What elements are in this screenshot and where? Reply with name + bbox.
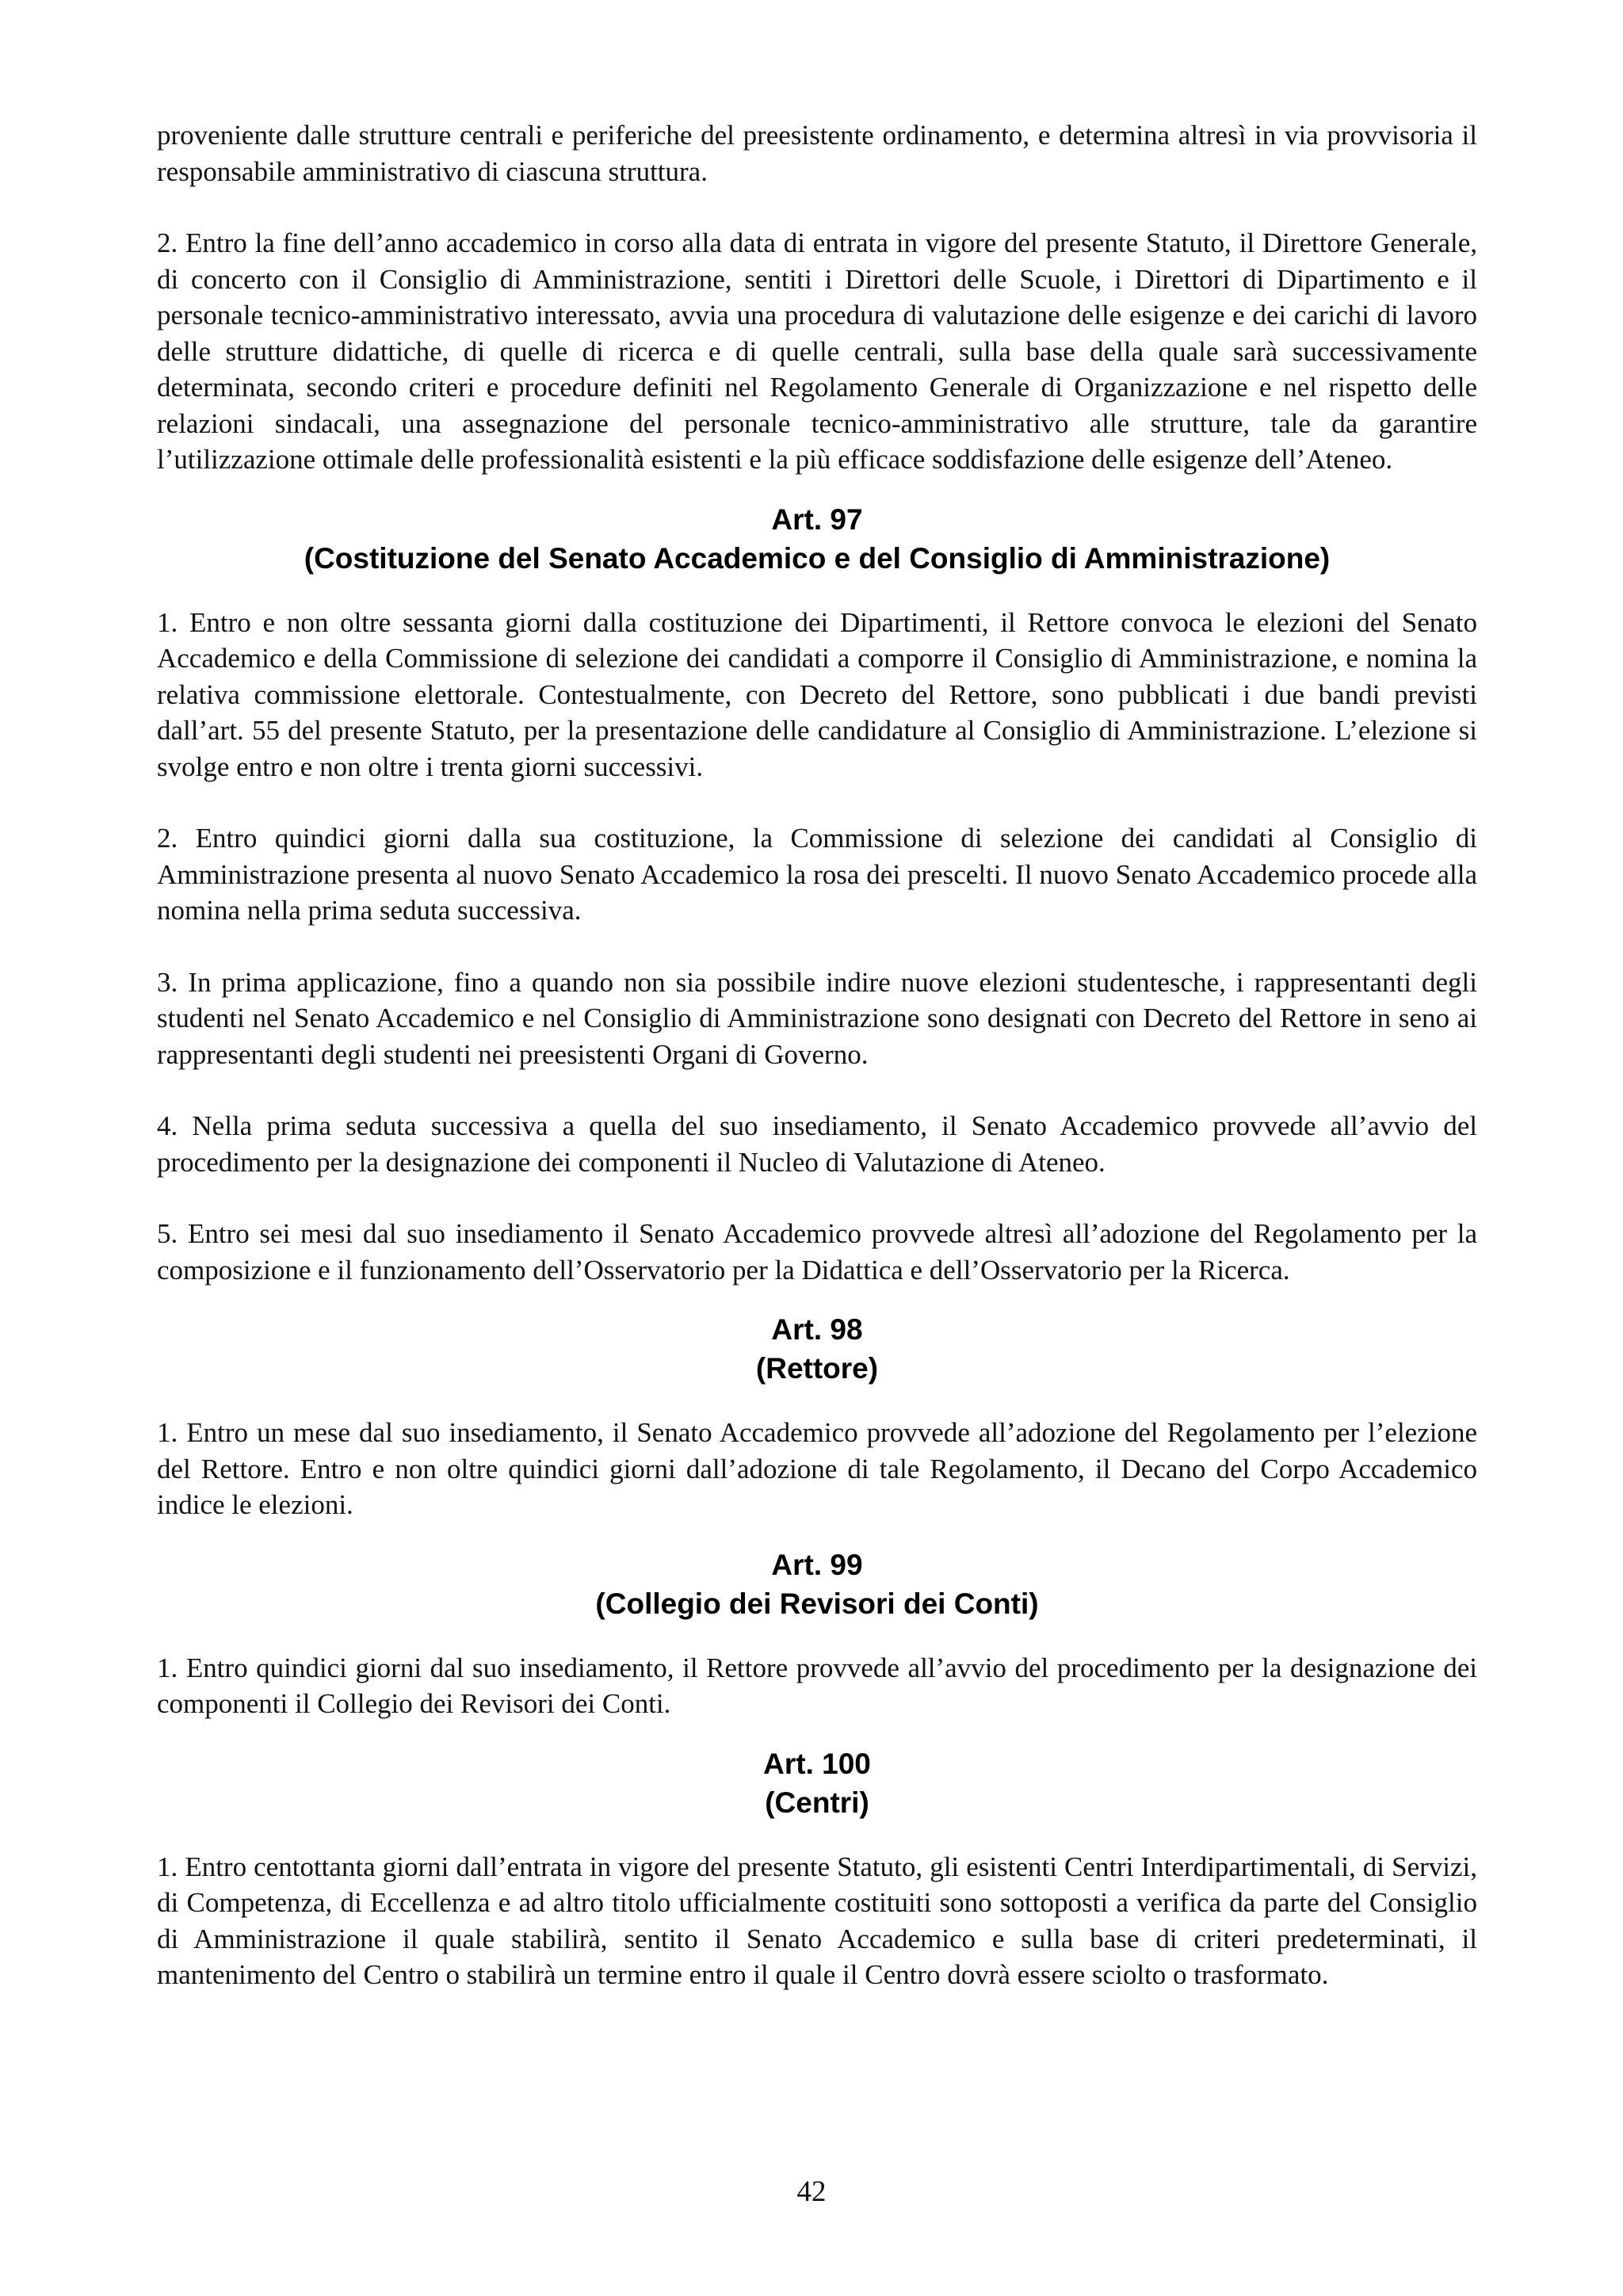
- article-99-paragraph-1: 1. Entro quindici giorni dal suo insediamento, il Rettore provvede all’avvio del procedimento per la designazione dei componenti il Collegio dei Revisori dei Conti.: [157, 1652, 1477, 1719]
- heading-gap: [157, 1523, 1477, 1545]
- heading-gap: [157, 1388, 1477, 1415]
- heading-gap: [157, 1288, 1477, 1310]
- article-99-heading: [157, 1545, 1477, 1623]
- heading-gap: [157, 1722, 1477, 1744]
- paragraph-gap: [157, 785, 1477, 820]
- article-97-title: (Costituzione del Senato Accademico e del Consiglio di Amministrazione): [304, 541, 1331, 575]
- article-100-paragraph-1: 1. Entro centottanta giorni dall’entrata in vigore del presente Statuto, gli esistenti Centri Interdipartimentali, di Servizi, di Competenza, di Eccellenza e ad altro titolo ufficialmente costituiti sono sottoposti a verifica da parte del Consiglio di Amministrazione il quale stabilirà, sentito il Senato Accademico e sulla base di criteri predeterminati, il mantenimento del Centro o stabilirà un termine entro il quale il Centro dovrà essere sciolto o trasformato.: [157, 1851, 1477, 1990]
- article-97-paragraph-1: 1. Entro e non oltre sessanta giorni dalla costituzione dei Dipartimenti, il Rettore convoca le elezioni del Senato Accademico e della Commissione di selezione dei candidati a comporre il Consiglio di Amministrazione, e nomina la relativa commissione elettorale. Contestualmente, con Decreto del Rettore, sono pubblicati i due bandi previsti dall’art. 55 del presente Statuto, per la presentazione delle candidature al Consiglio di Amministrazione. L’elezione si svolge entro e non oltre i trenta giorni successivi.: [157, 606, 1477, 782]
- article-99-number: Art. 99: [771, 1548, 863, 1581]
- article-98-title: (Rettore): [755, 1352, 879, 1385]
- heading-gap: [157, 578, 1477, 605]
- article-98-heading: [157, 1310, 1477, 1388]
- intro-paragraph-1: proveniente dalle strutture centrali e periferiche del preesistente ordinamento, e determina altresì in via provvisoria il responsabile amministrativo di ciascuna struttura.: [157, 120, 1477, 187]
- article-100-title: (Centri): [765, 1786, 869, 1819]
- paragraph-gap: [157, 1180, 1477, 1216]
- heading-gap: [157, 1822, 1477, 1849]
- article-97-heading: [157, 500, 1477, 578]
- article-98-paragraph-1: 1. Entro un mese dal suo insediamento, il Senato Accademico provvede all’adozione del Regolamento per l’elezione del Rettore. Entro e non oltre quindici giorni dall’adozione di tale Regolamento, il Decano del Corpo Accademico indice le elezioni.: [157, 1417, 1477, 1520]
- paragraph-gap: [157, 189, 1477, 225]
- heading-gap: [157, 478, 1477, 500]
- article-98-number: Art. 98: [771, 1313, 863, 1346]
- article-100-number: Art. 100: [763, 1747, 871, 1780]
- article-100-heading: [157, 1744, 1477, 1822]
- intro-paragraph-2: 2. Entro la fine dell’anno accademico in corso alla data di entrata in vigore del presente Statuto, il Direttore Generale, di concerto con il Consiglio di Amministrazione, sentiti i Direttori delle Scuole, i Direttori di Dipartimento e il personale tecnico-amministrativo interessato, avvia una procedura di valutazione delle esigenze e dei carichi di lavoro delle strutture didattiche, di quelle di ricerca e di quelle centrali, sulla base della quale sarà successivamente determinata, secondo criteri e procedure definiti nel Regolamento Generale di Organizzazione e nel rispetto delle relazioni sindacali, una assegnazione del personale tecnico-amministrativo alle strutture, tale da garantire l’utilizzazione ottimale delle professionalità esistenti e la più efficace soddisfazione delle esigenze dell’Ateneo.: [157, 227, 1477, 475]
- article-97-paragraph-4: 4. Nella prima seduta successiva a quella del suo insediamento, il Senato Accademico provvede all’avvio del procedimento per la designazione dei componenti il Nucleo di Valutazione di Ateneo.: [157, 1110, 1477, 1178]
- paragraph-gap: [157, 929, 1477, 965]
- document-page: [157, 117, 1477, 1993]
- heading-gap: [157, 1623, 1477, 1650]
- article-99-title: (Collegio dei Revisori dei Conti): [595, 1587, 1039, 1620]
- page-number: 42: [796, 2176, 827, 2208]
- article-97-paragraph-3: 3. In prima applicazione, fino a quando non sia possibile indire nuove elezioni studentesche, i rappresentanti degli studenti nel Senato Accademico e nel Consiglio di Amministrazione sono designati con Decreto del Rettore in seno ai rappresentanti degli studenti nei preesistenti Organi di Governo.: [157, 966, 1477, 1070]
- paragraph-gap: [157, 1072, 1477, 1108]
- article-97-paragraph-5: 5. Entro sei mesi dal suo insediamento il Senato Accademico provvede altresì all’adozione del Regolamento per la composizione e il funzionamento dell’Osservatorio per la Didattica e dell’Osservatorio per la Ricerca.: [157, 1218, 1477, 1286]
- article-97-paragraph-2: 2. Entro quindici giorni dalla sua costituzione, la Commissione di selezione dei candidati al Consiglio di Amministrazione presenta al nuovo Senato Accademico la rosa dei prescelti. Il nuovo Senato Accademico procede alla nomina nella prima seduta successiva.: [157, 823, 1477, 926]
- article-97-number: Art. 97: [771, 502, 863, 536]
